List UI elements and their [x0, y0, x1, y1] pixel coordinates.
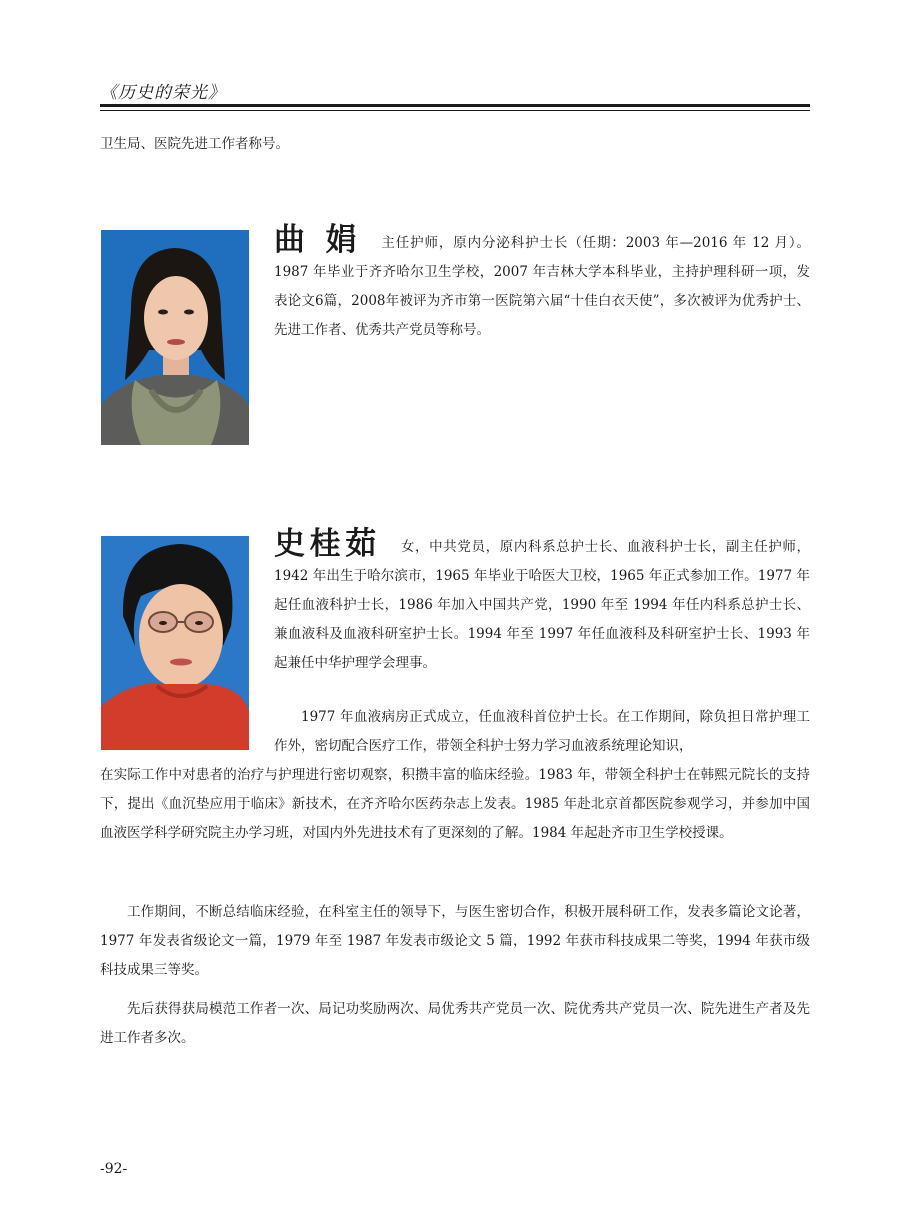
page-number: -92-	[100, 1161, 128, 1177]
portrait-photo-shi-guiru	[101, 536, 249, 750]
profile-bio: 女，中共党员，原内科系总护士长、血液科护士长，副主任护师，1942 年出生于哈尔滨市，1965 年毕业于哈医大卫校，1965 年正式参加工作。1977 年起任血液科护士长，1986 年加入中国共产党，1990 年至 1994 年任内科系总护士长、兼血液科及血液科研室护士长。1994 年至 1997 年任血液科及科研室护士长、1993 年起兼任中华护理学会理事。	[274, 539, 811, 671]
header-rule-thin	[100, 110, 810, 111]
profile-paragraph-2-part-2: 在实际工作中对患者的治疗与护理进行密切观察，积攒丰富的临床经验。1983 年，带领全科护士在韩熙元院长的支持下，提出《血沉垫应用于临床》新技术，在齐齐哈尔医药杂志上发表。1985 年赴北京首都医院参观学习，并参加中国血液医学科学研究院主办学习班，对国内外先进技术有了更深刻的了解。1984 年起赴齐市卫生学校授课。	[100, 767, 810, 841]
profile-paragraph-3: 工作期间，不断总结临床经验，在科室主任的领导下，与医生密切合作，积极开展科研工作，发表多篇论文论著，1977 年发表省级论文一篇，1979 年至 1987 年发表市级论文 5 篇，1992 年获市科技成果二等奖，1994 年获市级科技成果三等奖。	[100, 904, 810, 978]
profile-qu-juan	[274, 222, 810, 345]
running-header-title: 《历史的荣光》	[100, 83, 226, 103]
profile-name: 曲 娟	[274, 222, 362, 258]
header-rule-thick	[100, 104, 810, 107]
continued-paragraph: 卫生局、医院先进工作者称号。	[100, 136, 289, 152]
profile-shi-guiru	[274, 526, 811, 678]
profile-bio: 主任护师，原内分泌科护士长（任期：2003 年—2016 年 12 月）。1987 年毕业于齐齐哈尔卫生学校，2007 年吉林大学本科毕业，主持护理科研一项，发表论文6篇，2008年被评为齐市第一医院第六届“十佳白衣天使”，多次被评为优秀护士、先进工作者、优秀共产党员等称号。	[274, 235, 810, 338]
profile-name: 史桂茹	[274, 526, 381, 562]
profile-paragraph-2-part-1: 1977 年血液病房正式成立，任血液科首位护士长。在工作期间，除负担日常护理工作外，密切配合医疗工作，带领全科护士努力学习血液系统理论知识，	[274, 709, 810, 754]
portrait-photo-qu-juan	[101, 230, 249, 445]
profile-paragraph-4: 先后获得获局模范工作者一次、局记功奖励两次、局优秀共产党员一次、院优秀共产党员一次、院先进生产者及先进工作者多次。	[100, 1001, 810, 1046]
